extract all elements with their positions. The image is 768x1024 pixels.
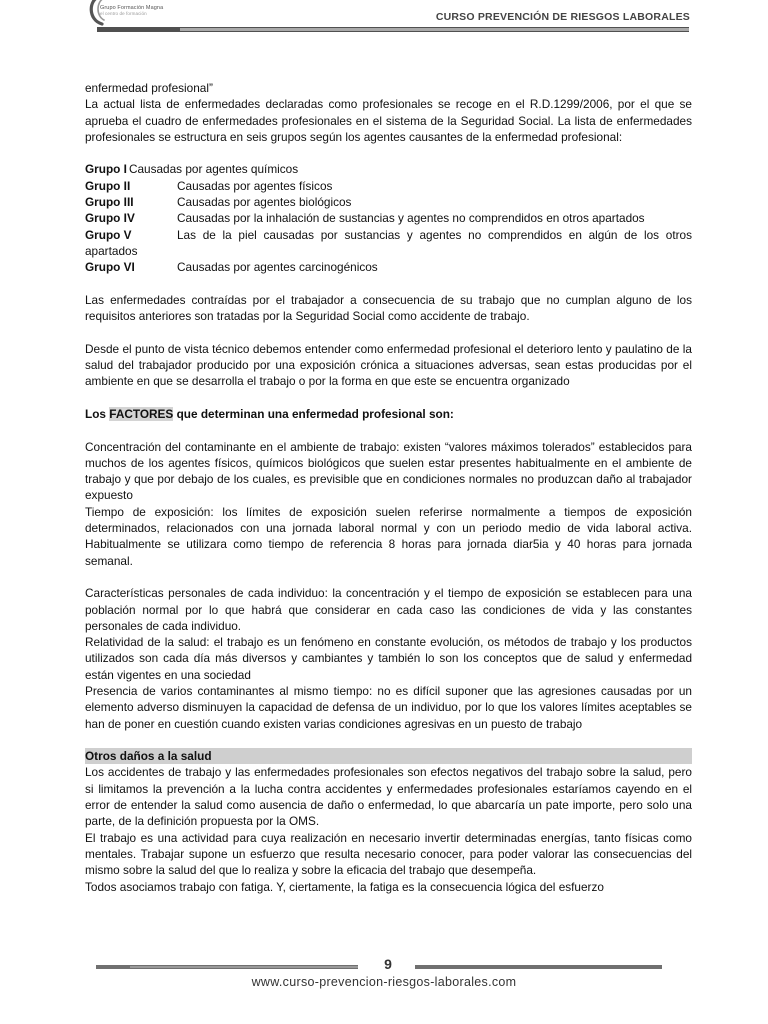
group-row-v bbox=[85, 227, 692, 260]
page-number: 9 bbox=[384, 956, 392, 972]
group-label: Grupo I bbox=[85, 162, 127, 177]
course-title: CURSO PREVENCIÓN DE RIESGOS LABORALES bbox=[435, 11, 690, 23]
section-heading: Otros daños a la salud bbox=[85, 748, 692, 764]
factores-heading-pre: Los bbox=[85, 406, 110, 421]
factor-paragraph: Presencia de varios contaminantes al mismo tiempo: no es difícil suponer que las agresiones causadas por un elemento adverso disminuyen la capacidad de defensa de un individuo, por lo que los valores límites aceptables se han de poner en cuestión cuando existen varias condiciones agresivas en un puesto de trabajo bbox=[85, 683, 692, 731]
paragraph: enfermedad profesional” bbox=[85, 81, 213, 95]
group-text: Causadas por agentes carcinogénicos bbox=[177, 260, 378, 275]
factores-highlight: FACTORES bbox=[109, 406, 174, 421]
group-text: Causadas por agentes físicos bbox=[177, 178, 333, 193]
group-row-i bbox=[85, 161, 692, 177]
page-header bbox=[0, 0, 768, 40]
logo-wordmark bbox=[100, 5, 190, 17]
logo-line2: el centro de formación bbox=[100, 11, 147, 16]
factor-paragraph: Características personales de cada individuo: la concentración y el tiempo de exposición se establecen para una población normal por lo que habrá que considerar en cada caso las condiciones de vida y las constantes personales de cada individuo. bbox=[85, 586, 692, 633]
group-text: Las de la piel causadas por sustancias y agentes no comprendidos en algún de los otros apartados bbox=[85, 227, 692, 258]
group-row-iv bbox=[85, 210, 692, 226]
group-row-ii bbox=[85, 178, 692, 194]
group-label: Grupo VI bbox=[85, 260, 135, 275]
group-label: Grupo III bbox=[85, 195, 134, 210]
group-label: Grupo IV bbox=[85, 211, 135, 226]
factores-heading bbox=[85, 406, 692, 422]
footer-divider-left-accent bbox=[130, 966, 358, 968]
factor-paragraph: Concentración del contaminante en el ambiente de trabajo: existen “valores máximos tolerados” establecidos para muchos de los agentes físicos, químicos biológicos que suelen estar presentes habitualmente en el ambiente de trabajo y que por debajo de los cuales, es previsible que en condiciones normales no produzcan daño al trabajador expuesto bbox=[85, 439, 692, 503]
header-divider-accent bbox=[180, 28, 689, 31]
group-text: Causadas por la inhalación de sustancias y agentes no comprendidos en otros apartados bbox=[177, 211, 645, 226]
footer-divider-right bbox=[415, 965, 662, 969]
factor-paragraph: Tiempo de exposición: los límites de exposición suelen referirse normalmente a tiempos de exposición determinados, relacionados con una jornada laboral normal y con un periodo medio de vida laboral activa. Habitualmente se utilizara como tiempo de referencia 8 horas para jornada diar5ia y 40 horas para jornada semanal. bbox=[85, 504, 692, 568]
group-label: Grupo II bbox=[85, 178, 131, 193]
paragraph: Los accidentes de trabajo y las enfermedades profesionales son efectos negativos del trabajo sobre la salud, pero si limitamos la prevención a la lucha contra accidentes y enfermedades profesionales estaríamos cayendo en el error de entender la salud como ausencia de daño o enfermedad, lo que abarcaría un pate importe, pero solo una parte, de la definición propuesta por la OMS. bbox=[85, 765, 692, 829]
paragraph: Desde el punto de vista técnico debemos entender como enfermedad profesional el deterioro lento y paulatino de la salud del trabajador producido por una exposición crónica a situaciones adversas, sean estas producidas por el ambiente en que se desarrolla el trabajo o por la forma en que este se encuentra organizado bbox=[85, 341, 692, 389]
group-text: Causadas por agentes biológicos bbox=[177, 195, 352, 210]
footer-url: www.curso-prevencion-riesgos-laborales.com bbox=[251, 975, 517, 989]
logo-line1: Grupo Formación Magna bbox=[100, 5, 164, 11]
paragraph: El trabajo es una actividad para cuya realización en necesario invertir determinadas energías, tanto físicas como mentales. Trabajar supone un esfuerzo que resulta necesario conocer, para poder valorar las consecuencias del mismo sobre la salud del que lo realiza y sobre la eficacia del trabajo que desempeña. bbox=[85, 830, 692, 878]
factor-paragraph: Relatividad de la salud: el trabajo es un fenómeno en constante evolución, os métodos de trabajo y los productos utilizados son cada día más diversos y cambiantes y también lo son los conceptos que de salud y enfermedad están vigentes en una sociedad bbox=[85, 635, 692, 682]
brand-logo bbox=[86, 0, 186, 28]
group-row-iii bbox=[85, 194, 692, 210]
group-label: Grupo V bbox=[85, 227, 132, 242]
factores-heading-post: que determinan una enfermedad profesional son: bbox=[173, 406, 454, 421]
document-body bbox=[85, 80, 692, 895]
group-row-vi bbox=[85, 259, 692, 275]
paragraph: Las enfermedades contraídas por el trabajador a consecuencia de su trabajo que no cumplan alguno de los requisitos anteriores son tratadas por la Seguridad Social como accidente de trabajo. bbox=[85, 292, 692, 324]
paragraph: La actual lista de enfermedades declaradas como profesionales se recoge en el R.D.1299/2006, por el que se aprueba el cuadro de enfermedades profesionales en el sistema de la Seguridad Social. La lista de enfermedades profesionales se estructura en seis grupos según los agentes causantes de la enfermedad profesional: bbox=[85, 97, 692, 144]
group-text: Causadas por agentes químicos bbox=[128, 162, 299, 177]
paragraph: Todos asociamos trabajo con fatiga. Y, ciertamente, la fatiga es la consecuencia lógica del esfuerzo bbox=[85, 879, 604, 894]
